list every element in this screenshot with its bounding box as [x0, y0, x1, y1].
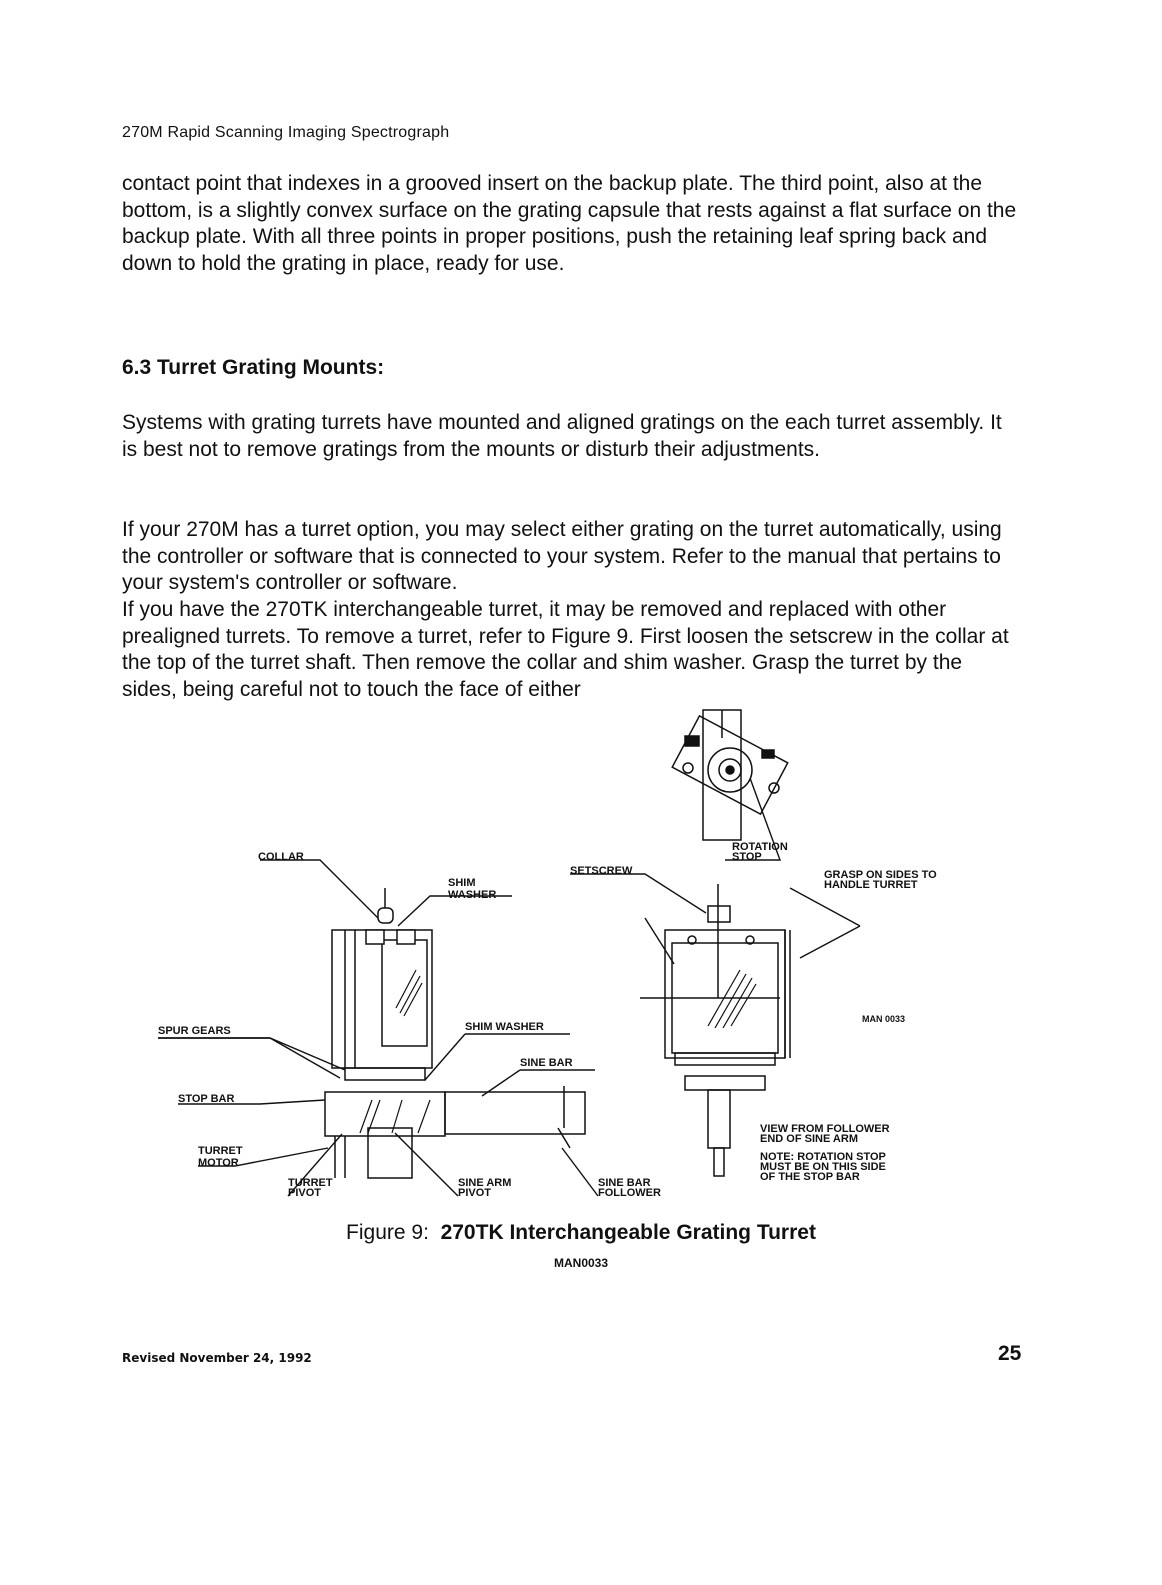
- label-shim-washer: SHIM WASHER: [465, 1021, 544, 1033]
- label-view-1: VIEW FROM FOLLOWER: [760, 1123, 890, 1135]
- caption-title: 270TK Interchangeable Grating Turret: [440, 1221, 816, 1244]
- caption-prefix: Figure 9:: [346, 1221, 429, 1244]
- label-note-1: NOTE: ROTATION STOP: [760, 1151, 886, 1163]
- paragraph: If you have the 270TK interchangeable turret, it may be removed and replaced with other prealigned turrets. To remove a turret, refer to Figure 9. First loosen the setscrew in the collar at the top of the turret shaft. Then remove the collar and shim washer. Grasp the turret by the sides, being careful not to touch the face of either: [122, 598, 1009, 701]
- label-setscrew: SETSCREW: [570, 865, 633, 877]
- caption-code: MAN0033: [553, 1256, 609, 1270]
- label-note-3: OF THE STOP BAR: [760, 1171, 860, 1183]
- label-grasp-2: HANDLE TURRET: [824, 879, 918, 891]
- label-note-2: MUST BE ON THIS SIDE: [760, 1161, 886, 1173]
- turret-side-view: [325, 888, 585, 1178]
- paragraph: If your 270M has a turret option, you may select either grating on the turret automatically, using the controller or software that is connected to your system. Refer to the manual that pertains to your system's controller or software.: [122, 518, 1002, 594]
- label-rotation-stop-2: STOP: [732, 851, 762, 863]
- label-turret-pivot-2: PIVOT: [288, 1187, 322, 1199]
- section-heading: 6.3 Turret Grating Mounts:: [122, 356, 385, 379]
- label-turret-pivot-1: TURRET: [288, 1177, 333, 1189]
- turret-figure: [140, 708, 1020, 1218]
- label-sine-arm-pivot-1: SINE ARM: [458, 1177, 512, 1189]
- running-head: 270M Rapid Scanning Imaging Spectrograph: [122, 124, 450, 141]
- paragraph: Systems with grating turrets have mounted and aligned gratings on the each turret assembly. It is best not to remove gratings from the mounts or disturb their adjustments.: [122, 411, 1002, 461]
- label-shim-1: SHIM: [448, 877, 476, 889]
- label-spur-gears: SPUR GEARS: [158, 1025, 231, 1037]
- label-grasp-1: GRASP ON SIDES TO: [824, 869, 937, 881]
- label-rotation-stop-1: ROTATION: [732, 841, 788, 853]
- label-turret-motor-1: TURRET: [198, 1145, 243, 1157]
- label-collar: COLLAR: [258, 851, 304, 863]
- label-sine-bar-follower-2: FOLLOWER: [598, 1187, 661, 1199]
- label-turret-motor-2: MOTOR: [198, 1157, 239, 1169]
- label-sine-arm-pivot-2: PIVOT: [458, 1187, 492, 1199]
- label-view-2: END OF SINE ARM: [760, 1133, 858, 1145]
- turret-top-view: [672, 710, 788, 840]
- label-man-code: MAN 0033: [862, 1014, 906, 1024]
- figure-caption: [0, 1221, 1162, 1245]
- revision-date: Revised November 24, 1992: [122, 1351, 312, 1365]
- label-sine-bar: SINE BAR: [520, 1057, 573, 1069]
- label-sine-bar-follower-1: SINE BAR: [598, 1177, 651, 1189]
- label-stop-bar: STOP BAR: [178, 1093, 235, 1105]
- paragraph: contact point that indexes in a grooved insert on the backup plate. The third point, also at the bottom, is a slightly convex surface on the grating capsule that rests against a flat surface on the backup plate. With all three points in proper positions, push the retaining leaf spring back and down to hold the grating in place, ready for use.: [122, 172, 1017, 275]
- page-number: 25: [998, 1342, 1022, 1365]
- label-shim-2: WASHER: [448, 889, 497, 901]
